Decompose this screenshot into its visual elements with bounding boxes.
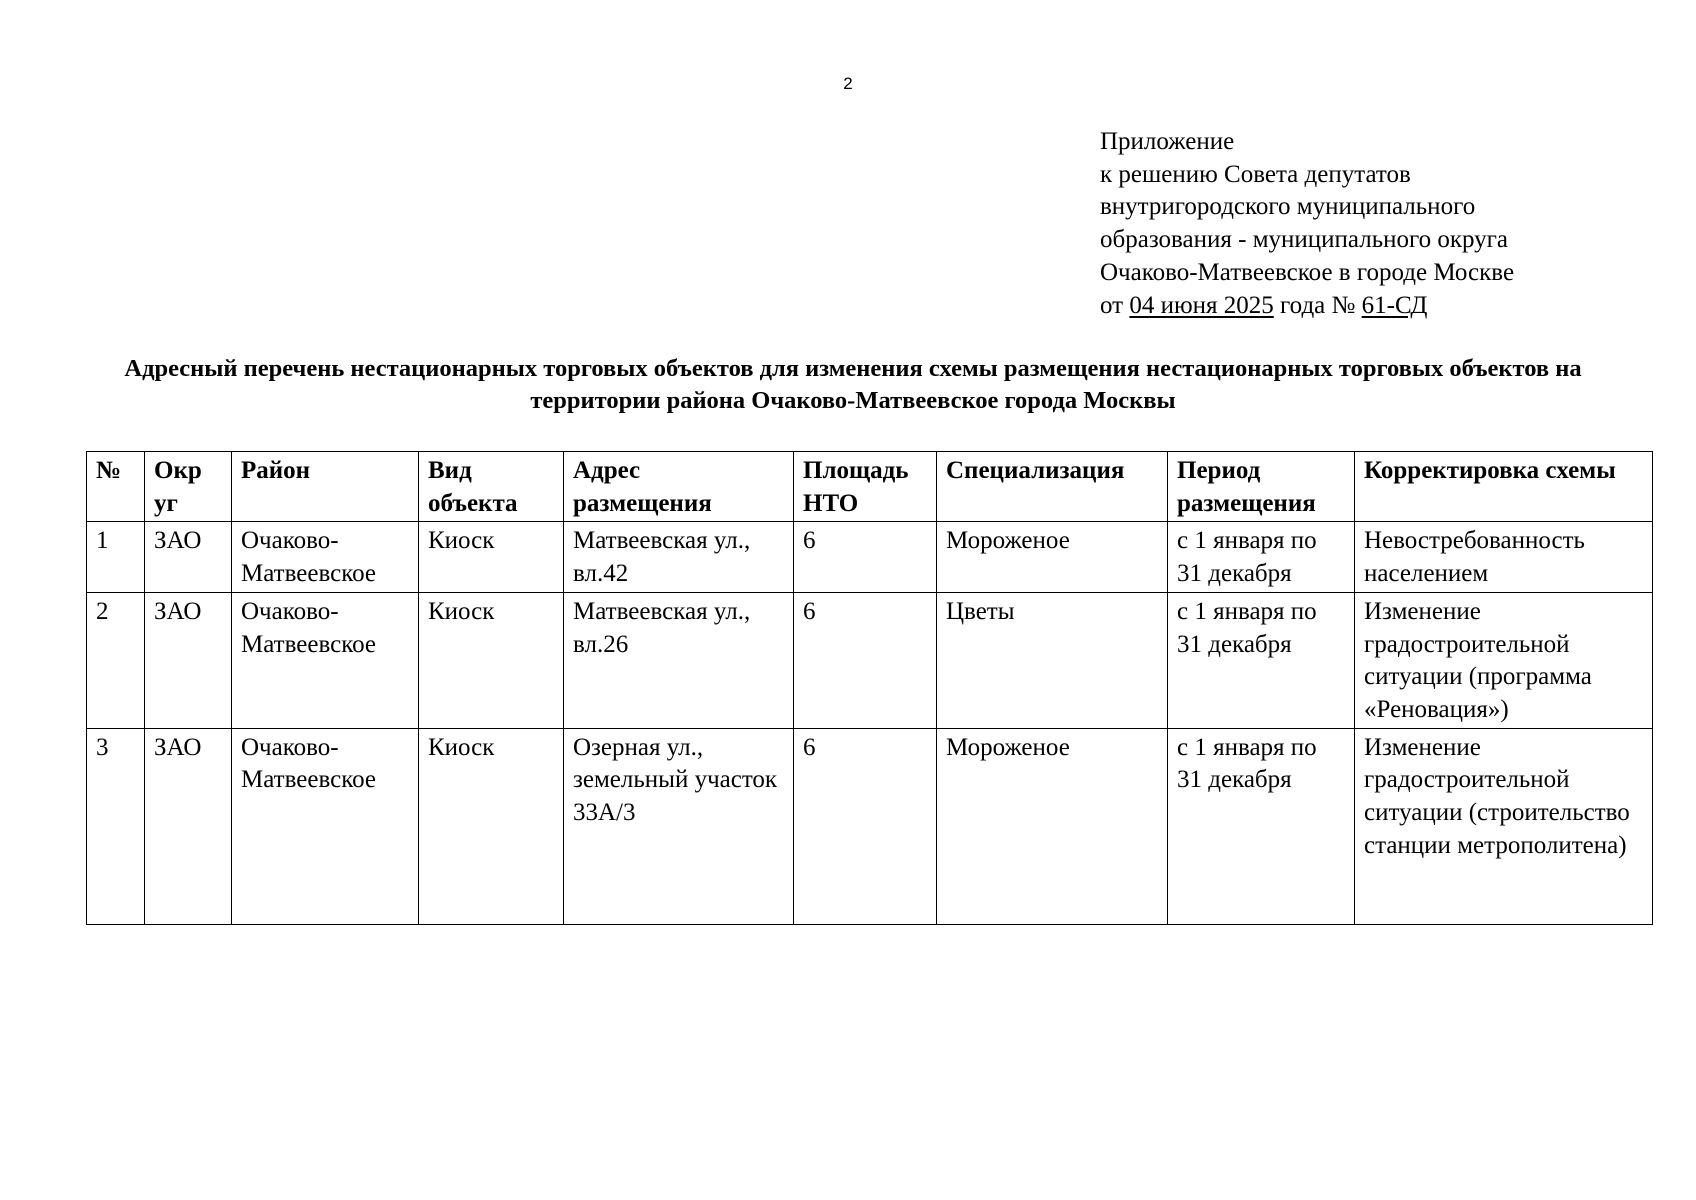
cell-type: Киоск [419, 592, 564, 728]
table-row [87, 728, 1653, 924]
document-title: Адресный перечень нестационарных торговых объектов для изменения схемы размещения нестационарных торговых объектов на территории района Очаково-Матвеевское города Москвы [124, 355, 1582, 414]
table-row [87, 522, 1653, 592]
decision-from-prefix: от [1100, 291, 1130, 319]
cell-correction: Изменение градостроительной ситуации (строительство станции метрополитена) [1355, 728, 1653, 924]
header-area: Площадь НТО [794, 452, 937, 522]
cell-specialization: Мороженое [937, 522, 1168, 592]
cell-period: с 1 января по 31 декабря [1168, 522, 1355, 592]
header-type: Вид объекта [419, 452, 564, 522]
cell-area: 6 [794, 592, 937, 728]
cell-num: 1 [87, 522, 145, 592]
decision-date: 04 июня 2025 [1129, 291, 1274, 319]
cell-area: 6 [794, 522, 937, 592]
header-num: № [87, 452, 145, 522]
cell-address: Озерная ул., земельный участок 33А/3 [564, 728, 794, 924]
cell-type: Киоск [419, 522, 564, 592]
appendix-decision-line [1100, 290, 1514, 323]
header-okrug: Окр уг [145, 452, 232, 522]
cell-okrug: ЗАО [145, 728, 232, 924]
appendix-line: к решению Совета депутатов [1100, 160, 1411, 188]
appendix-block [1100, 126, 1514, 322]
cell-num: 2 [87, 592, 145, 728]
appendix-line: Очаково-Матвеевское в городе Москве [1100, 258, 1515, 286]
cell-correction: Невостребованность населением [1355, 522, 1653, 592]
cell-okrug: ЗАО [145, 522, 232, 592]
page-number: 2 [843, 74, 853, 93]
cell-specialization: Цветы [937, 592, 1168, 728]
cell-type: Киоск [419, 728, 564, 924]
cell-period: с 1 января по 31 декабря [1168, 728, 1355, 924]
header-correction: Корректировка схемы [1355, 452, 1653, 522]
cell-district: Очаково-Матвеевское [232, 728, 419, 924]
cell-district: Очаково-Матвеевское [232, 522, 419, 592]
objects-table [86, 451, 1653, 925]
cell-area: 6 [794, 728, 937, 924]
cell-period: с 1 января по 31 декабря [1168, 592, 1355, 728]
decision-number: 61-СД [1361, 291, 1428, 319]
cell-address: Матвеевская ул., вл.26 [564, 592, 794, 728]
cell-district: Очаково-Матвеевское [232, 592, 419, 728]
table-header-row [87, 452, 1653, 522]
header-address: Адрес размещения [564, 452, 794, 522]
cell-specialization: Мороженое [937, 728, 1168, 924]
decision-year-word: года № [1273, 291, 1362, 319]
header-period: Период размещения [1168, 452, 1355, 522]
appendix-line: внутригородского муниципального [1100, 193, 1476, 221]
cell-num: 3 [87, 728, 145, 924]
header-district: Район [232, 452, 419, 522]
cell-okrug: ЗАО [145, 592, 232, 728]
table-row [87, 592, 1653, 728]
appendix-line: Приложение [1100, 128, 1235, 155]
appendix-line: образования - муниципального округа [1100, 226, 1509, 254]
cell-correction: Изменение градостроительной ситуации (программа «Реновация») [1355, 592, 1653, 728]
header-specialization: Специализация [937, 452, 1168, 522]
cell-address: Матвеевская ул., вл.42 [564, 522, 794, 592]
